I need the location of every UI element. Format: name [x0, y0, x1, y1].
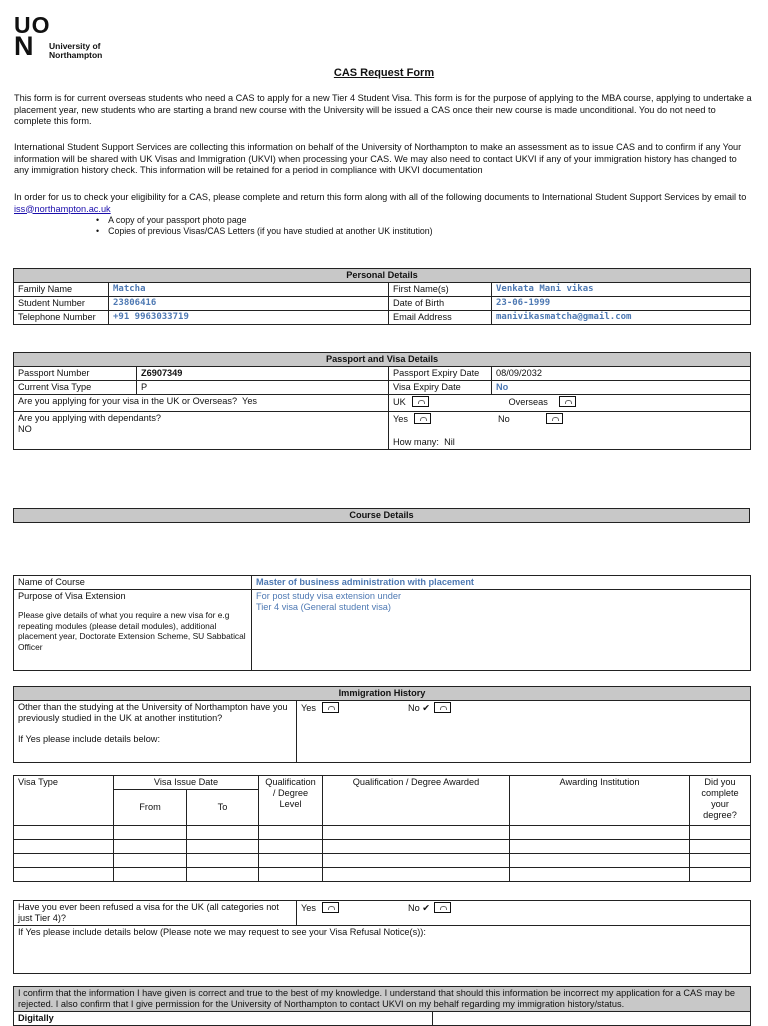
- passport-number-label: Passport Number: [14, 367, 137, 381]
- family-name-field[interactable]: Matcha: [109, 283, 389, 297]
- refusal-no-option: No ✔: [408, 902, 451, 914]
- column-header-to: To: [187, 790, 259, 826]
- column-header-completed: Did you complete your degree?: [690, 776, 751, 826]
- declaration-text: I confirm that the information I have given is correct and true to the best of my knowledge. I understand that should this information be incorrect my application for a CAS may be rejected. I also confirm that I give permission for the University of Northampton to contact UKVI on my behalf regarding my immigration history/status.: [14, 987, 751, 1012]
- family-name-label: Family Name: [14, 283, 109, 297]
- refusal-options: [297, 901, 751, 926]
- passport-number-field[interactable]: Z6907349: [137, 367, 389, 381]
- purpose-label: Purpose of Visa Extension: [18, 591, 126, 601]
- course-details-table: [13, 575, 751, 671]
- email-field[interactable]: manivikasmatcha@gmail.com: [492, 311, 751, 325]
- passport-expiry-field[interactable]: 08/09/2032: [492, 367, 751, 381]
- telephone-label: Telephone Number: [14, 311, 109, 325]
- visa-history-table: [13, 775, 751, 882]
- table-row: [14, 826, 751, 840]
- applying-where-question: Are you applying for your visa in the UK or Overseas? Yes: [14, 395, 389, 412]
- dob-field[interactable]: 23-06-1999: [492, 297, 751, 311]
- table-row: [14, 854, 751, 868]
- first-names-field[interactable]: Venkata Mani vikas: [492, 283, 751, 297]
- column-header-from: From: [114, 790, 187, 826]
- prior-study-question: Other than the studying at the University of Northampton have you previously studied in the UK at another institution?: [18, 702, 288, 723]
- overseas-checkbox[interactable]: [559, 396, 576, 407]
- telephone-field[interactable]: +91 9963033719: [109, 311, 389, 325]
- table-row: [14, 868, 751, 882]
- dependants-options: [389, 412, 751, 450]
- refusal-yes-label: Yes: [301, 903, 316, 913]
- logo-name: University of Northampton: [49, 41, 103, 60]
- how-many-field[interactable]: Nil: [444, 437, 455, 447]
- dependants-question: Are you applying with dependants? NO: [14, 412, 389, 450]
- course-name-field[interactable]: Master of business administration with placement: [252, 576, 751, 590]
- section-header: Personal Details: [14, 269, 751, 283]
- first-names-label: First Name(s): [389, 283, 492, 297]
- section-header: Course Details: [14, 509, 750, 523]
- logo-mark: UO N: [14, 12, 51, 61]
- course-details-header: [13, 508, 750, 523]
- applying-where-options: [389, 395, 751, 412]
- intro-paragraph-3: In order for us to check your eligibility for a CAS, please complete and return this form along with all of the following documents to International Student Support Services by email to iss@northampton.ac.uk: [14, 192, 747, 214]
- refusal-no-checkbox[interactable]: [434, 902, 451, 913]
- prior-study-yes-label: Yes: [301, 703, 316, 713]
- university-logo: [14, 14, 114, 62]
- passport-expiry-label: Passport Expiry Date: [389, 367, 492, 381]
- visa-expiry-label: Visa Expiry Date: [389, 381, 492, 395]
- list-item: • Copies of previous Visas/CAS Letters (if you have studied at another UK institution): [96, 226, 433, 237]
- intro-paragraph-2: International Student Support Services are collecting this information on behalf of the University of Northampton to make an assessment as to issue CAS and to confirm if any Your information will be shared with UK Visas and Immigration (UKVI) when processing your CAS. We may also need to contact UKVI if any of your immigration history has changed to any immigration history check. This information will be retained for a period in compliance with UKVI documentation: [14, 142, 742, 175]
- purpose-field[interactable]: For post study visa extension under Tier 4 visa (General student visa): [252, 590, 751, 671]
- dependants-yes-checkbox[interactable]: [414, 413, 431, 424]
- dependants-yes-label: Yes: [393, 414, 408, 424]
- page-title: CAS Request Form: [333, 67, 435, 79]
- document-list: [96, 215, 433, 237]
- prior-study-no-option: No ✔: [408, 702, 451, 714]
- uk-option-label: UK: [393, 397, 406, 407]
- dependants-answer[interactable]: NO: [18, 424, 32, 434]
- email-link[interactable]: iss@northampton.ac.uk: [14, 203, 111, 214]
- uk-checkbox[interactable]: [412, 396, 429, 407]
- column-header-issue-date: Visa Issue Date: [114, 776, 259, 790]
- section-header: Immigration History: [14, 687, 751, 701]
- dependants-no-checkbox[interactable]: [546, 413, 563, 424]
- purpose-help: Please give details of what you require a new visa for e.g repeating modules (please detail modules), additional placement year, Doctorate Extension Scheme, SU Sabbatical Officer: [18, 610, 246, 652]
- prior-study-no-checkbox[interactable]: [434, 702, 451, 713]
- passport-visa-table: [13, 352, 751, 450]
- dob-label: Date of Birth: [389, 297, 492, 311]
- visa-refusal-table: [13, 900, 751, 974]
- email-label: Email Address: [389, 311, 492, 325]
- refusal-question: Have you ever been refused a visa for the UK (all categories not just Tier 4)?: [14, 901, 297, 926]
- dependants-no-option: No: [498, 413, 563, 425]
- student-number-field[interactable]: 23806416: [109, 297, 389, 311]
- student-number-label: Student Number: [14, 297, 109, 311]
- section-header: Passport and Visa Details: [14, 353, 751, 367]
- overseas-option: Overseas: [509, 396, 576, 408]
- visa-type-field[interactable]: P: [137, 381, 389, 395]
- prior-study-options: [297, 701, 751, 763]
- column-header-degree-awarded: Qualification / Degree Awarded: [323, 776, 510, 826]
- immigration-history-table: [13, 686, 751, 763]
- course-name-label: Name of Course: [14, 576, 252, 590]
- column-header-institution: Awarding Institution: [510, 776, 690, 826]
- prior-study-details-prompt: If Yes please include details below:: [18, 734, 160, 744]
- refusal-yes-checkbox[interactable]: [322, 902, 339, 913]
- visa-expiry-field[interactable]: No: [492, 381, 751, 395]
- refusal-details-field[interactable]: If Yes please include details below (Please note we may request to see your Visa Refusal Notice(s)):: [14, 926, 751, 974]
- declaration-table: [13, 986, 751, 1026]
- visa-type-label: Current Visa Type: [14, 381, 137, 395]
- purpose-cell: [14, 590, 252, 671]
- prior-study-yes-checkbox[interactable]: [322, 702, 339, 713]
- column-header-degree-level: Qualification / Degree Level: [259, 776, 323, 826]
- prior-study-question-cell: [14, 701, 297, 763]
- personal-details-table: [13, 268, 751, 325]
- how-many-row: How many: Nil: [393, 437, 455, 447]
- list-item: • A copy of your passport photo page: [96, 215, 433, 226]
- intro-paragraph-1: This form is for current overseas students who need a CAS to apply for a new Tier 4 Student Visa. This form is for the purpose of applying to the MBA course, applying to undertake a placement year, new students who are starting a brand new course with the University will be issued a CAS once their new course is made unconditional. You do not need to complete this form.: [14, 93, 752, 126]
- signature-field[interactable]: [433, 1012, 751, 1026]
- signature-label: Digitally: [14, 1012, 433, 1026]
- table-row: [14, 840, 751, 854]
- applying-where-answer[interactable]: Yes: [242, 396, 258, 406]
- column-header-visa-type: Visa Type: [14, 776, 114, 826]
